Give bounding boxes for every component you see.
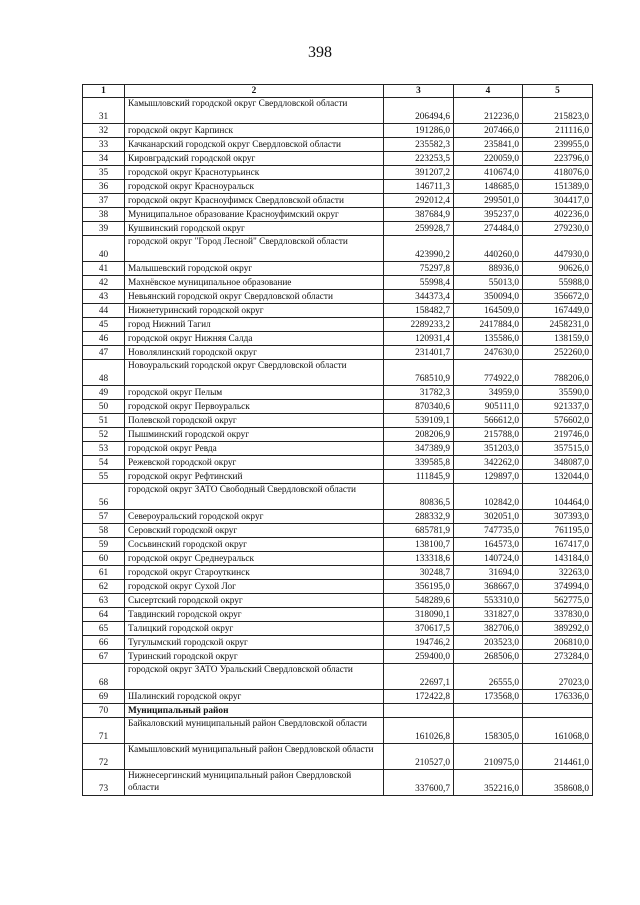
table-row (83, 262, 593, 276)
municipality-name: Кировградский городской округ (125, 152, 384, 166)
municipality-name: Шалинский городской округ (125, 690, 384, 704)
municipality-name: Муниципальный район (125, 704, 384, 718)
table-row (83, 538, 593, 552)
value-col-3 (384, 704, 454, 718)
table-row (83, 580, 593, 594)
table-row (83, 484, 593, 510)
municipality-name: городской округ Староуткинск (125, 566, 384, 580)
table-row (83, 428, 593, 442)
row-number: 73 (83, 770, 125, 796)
value-col-5: 576602,0 (523, 414, 593, 428)
row-number: 47 (83, 346, 125, 360)
value-col-5: 761195,0 (523, 524, 593, 538)
municipality-name: Туринский городской округ (125, 650, 384, 664)
table-row (83, 770, 593, 796)
value-col-4: 135586,0 (454, 332, 523, 346)
value-col-5: 389292,0 (523, 622, 593, 636)
row-number: 43 (83, 290, 125, 304)
table-row (83, 566, 593, 580)
row-number: 71 (83, 718, 125, 744)
value-col-4: 302051,0 (454, 510, 523, 524)
row-number: 65 (83, 622, 125, 636)
value-col-5: 167449,0 (523, 304, 593, 318)
value-col-4: 440260,0 (454, 236, 523, 262)
value-col-5: 348087,0 (523, 456, 593, 470)
value-col-4: 220059,0 (454, 152, 523, 166)
value-col-3: 870340,6 (384, 400, 454, 414)
value-col-3: 158482,7 (384, 304, 454, 318)
table-row (83, 552, 593, 566)
table-row (83, 360, 593, 386)
value-col-3: 133318,6 (384, 552, 454, 566)
row-number: 50 (83, 400, 125, 414)
municipality-name: Новолялинский городской округ (125, 346, 384, 360)
municipality-name: Байкаловский муниципальный район Свердловской области (125, 718, 384, 744)
value-col-5: 252260,0 (523, 346, 593, 360)
value-col-3: 370617,5 (384, 622, 454, 636)
value-col-4: 203523,0 (454, 636, 523, 650)
value-col-3: 194746,2 (384, 636, 454, 650)
value-col-5: 307393,0 (523, 510, 593, 524)
value-col-3: 80836,5 (384, 484, 454, 510)
value-col-4: 148685,0 (454, 180, 523, 194)
row-number: 72 (83, 744, 125, 770)
municipality-name: Полевской городской округ (125, 414, 384, 428)
municipality-name: Камышловский муниципальный район Свердловской области (125, 744, 384, 770)
row-number: 36 (83, 180, 125, 194)
value-col-4: 566612,0 (454, 414, 523, 428)
header-col-2: 2 (125, 85, 384, 98)
value-col-3: 423990,2 (384, 236, 454, 262)
value-col-5: 206810,0 (523, 636, 593, 650)
value-col-3: 356195,0 (384, 580, 454, 594)
municipality-name: Кушвинский городской округ (125, 222, 384, 236)
municipality-name: Сысертский городской округ (125, 594, 384, 608)
row-number: 31 (83, 98, 125, 124)
municipality-name: городской округ Красноуфимск Свердловской области (125, 194, 384, 208)
value-col-4: 102842,0 (454, 484, 523, 510)
value-col-4: 212236,0 (454, 98, 523, 124)
value-col-3: 208206,9 (384, 428, 454, 442)
table-row (83, 594, 593, 608)
value-col-3: 318090,1 (384, 608, 454, 622)
municipality-name: Тугулымский городской округ (125, 636, 384, 650)
row-number: 41 (83, 262, 125, 276)
table-row (83, 180, 593, 194)
table-row (83, 304, 593, 318)
table-row (83, 622, 593, 636)
table-row (83, 98, 593, 124)
value-col-4: 382706,0 (454, 622, 523, 636)
row-number: 67 (83, 650, 125, 664)
municipality-name: городской округ ЗАТО Уральский Свердловской области (125, 664, 384, 690)
table-row (83, 318, 593, 332)
value-col-4: 210975,0 (454, 744, 523, 770)
value-col-3: 146711,3 (384, 180, 454, 194)
value-col-4: 395237,0 (454, 208, 523, 222)
row-number: 55 (83, 470, 125, 484)
data-table (82, 84, 593, 796)
value-col-4 (454, 704, 523, 718)
municipality-name: городской округ "Город Лесной" Свердловской области (125, 236, 384, 262)
value-col-3: 768510,9 (384, 360, 454, 386)
row-number: 40 (83, 236, 125, 262)
row-number: 51 (83, 414, 125, 428)
row-number: 44 (83, 304, 125, 318)
table-row (83, 222, 593, 236)
value-col-5: 356672,0 (523, 290, 593, 304)
value-col-3: 161026,8 (384, 718, 454, 744)
value-col-4: 129897,0 (454, 470, 523, 484)
table-row (83, 208, 593, 222)
municipality-name: Новоуральский городской округ Свердловской области (125, 360, 384, 386)
value-col-5: 138159,0 (523, 332, 593, 346)
value-col-4: 31694,0 (454, 566, 523, 580)
value-col-5: 104464,0 (523, 484, 593, 510)
value-col-4: 368667,0 (454, 580, 523, 594)
value-col-3: 191286,0 (384, 124, 454, 138)
value-col-5: 562775,0 (523, 594, 593, 608)
row-number: 54 (83, 456, 125, 470)
value-col-3: 2289233,2 (384, 318, 454, 332)
value-col-3: 138100,7 (384, 538, 454, 552)
municipality-name: Североуральский городской округ (125, 510, 384, 524)
value-col-4: 342262,0 (454, 456, 523, 470)
row-number: 62 (83, 580, 125, 594)
value-col-3: 548289,6 (384, 594, 454, 608)
value-col-4: 26555,0 (454, 664, 523, 690)
value-col-3: 111845,9 (384, 470, 454, 484)
value-col-5: 32263,0 (523, 566, 593, 580)
value-col-5: 357515,0 (523, 442, 593, 456)
municipality-name: городской округ Нижняя Салда (125, 332, 384, 346)
header-col-1: 1 (83, 85, 125, 98)
table-row (83, 346, 593, 360)
value-col-5: 132044,0 (523, 470, 593, 484)
value-col-3: 55998,4 (384, 276, 454, 290)
row-number: 32 (83, 124, 125, 138)
municipality-name: городской округ Среднеуральск (125, 552, 384, 566)
row-number: 61 (83, 566, 125, 580)
value-col-4: 88936,0 (454, 262, 523, 276)
municipality-name: городской округ Красноуральск (125, 180, 384, 194)
value-col-3: 231401,7 (384, 346, 454, 360)
row-number: 49 (83, 386, 125, 400)
row-number: 37 (83, 194, 125, 208)
table-row (83, 510, 593, 524)
value-col-3: 387684,9 (384, 208, 454, 222)
value-col-4: 164573,0 (454, 538, 523, 552)
value-col-4: 352216,0 (454, 770, 523, 796)
value-col-3: 259400,0 (384, 650, 454, 664)
value-col-5: 143184,0 (523, 552, 593, 566)
value-col-5: 176336,0 (523, 690, 593, 704)
value-col-5: 418076,0 (523, 166, 593, 180)
value-col-4: 2417884,0 (454, 318, 523, 332)
row-number: 58 (83, 524, 125, 538)
municipality-name: Тавдинский городской округ (125, 608, 384, 622)
value-col-5 (523, 704, 593, 718)
municipality-name: городской округ Ревда (125, 442, 384, 456)
value-col-4: 207466,0 (454, 124, 523, 138)
table-row (83, 442, 593, 456)
row-number: 46 (83, 332, 125, 346)
value-col-5: 337830,0 (523, 608, 593, 622)
row-number: 56 (83, 484, 125, 510)
value-col-5: 215823,0 (523, 98, 593, 124)
table-row (83, 400, 593, 414)
municipality-name: Качканарский городской округ Свердловской области (125, 138, 384, 152)
value-col-5: 239955,0 (523, 138, 593, 152)
value-col-3: 30248,7 (384, 566, 454, 580)
table-row (83, 636, 593, 650)
row-number: 64 (83, 608, 125, 622)
value-col-5: 358608,0 (523, 770, 593, 796)
value-col-4: 351203,0 (454, 442, 523, 456)
value-col-5: 279230,0 (523, 222, 593, 236)
value-col-3: 288332,9 (384, 510, 454, 524)
value-col-3: 223253,5 (384, 152, 454, 166)
table-row (83, 718, 593, 744)
municipality-name: Сосьвинский городской округ (125, 538, 384, 552)
value-col-4: 215788,0 (454, 428, 523, 442)
table-row (83, 704, 593, 718)
table-row (83, 166, 593, 180)
value-col-5: 27023,0 (523, 664, 593, 690)
row-number: 68 (83, 664, 125, 690)
row-number: 57 (83, 510, 125, 524)
value-col-5: 223796,0 (523, 152, 593, 166)
value-col-4: 158305,0 (454, 718, 523, 744)
table-row (83, 608, 593, 622)
table-row (83, 276, 593, 290)
table-row (83, 138, 593, 152)
value-col-3: 337600,7 (384, 770, 454, 796)
value-col-4: 268506,0 (454, 650, 523, 664)
table-row (83, 456, 593, 470)
municipality-name: Нижнетуринский городской округ (125, 304, 384, 318)
table-row (83, 332, 593, 346)
row-number: 63 (83, 594, 125, 608)
value-col-4: 247630,0 (454, 346, 523, 360)
header-col-3: 3 (384, 85, 454, 98)
value-col-4: 905111,0 (454, 400, 523, 414)
municipality-name: Пышминский городской округ (125, 428, 384, 442)
row-number: 48 (83, 360, 125, 386)
row-number: 52 (83, 428, 125, 442)
value-col-3: 120931,4 (384, 332, 454, 346)
row-number: 34 (83, 152, 125, 166)
value-col-4: 140724,0 (454, 552, 523, 566)
page-number: 398 (308, 44, 332, 61)
table-row (83, 664, 593, 690)
row-number: 38 (83, 208, 125, 222)
value-col-5: 151389,0 (523, 180, 593, 194)
value-col-4: 553310,0 (454, 594, 523, 608)
header-col-5: 5 (523, 85, 593, 98)
municipality-name: город Нижний Тагил (125, 318, 384, 332)
value-col-3: 347389,9 (384, 442, 454, 456)
value-col-5: 788206,0 (523, 360, 593, 386)
value-col-4: 34959,0 (454, 386, 523, 400)
value-col-3: 259928,7 (384, 222, 454, 236)
value-col-5: 90626,0 (523, 262, 593, 276)
value-col-4: 55013,0 (454, 276, 523, 290)
municipality-name: городской округ Пелым (125, 386, 384, 400)
row-number: 59 (83, 538, 125, 552)
municipality-name: Невьянский городской округ Свердловской области (125, 290, 384, 304)
row-number: 39 (83, 222, 125, 236)
value-col-5: 167417,0 (523, 538, 593, 552)
value-col-4: 299501,0 (454, 194, 523, 208)
table-row (83, 690, 593, 704)
value-col-5: 55988,0 (523, 276, 593, 290)
value-col-4: 274484,0 (454, 222, 523, 236)
municipality-name: городской округ ЗАТО Свободный Свердловской области (125, 484, 384, 510)
table-row (83, 194, 593, 208)
value-col-5: 214461,0 (523, 744, 593, 770)
municipality-name: городской округ Карпинск (125, 124, 384, 138)
value-col-3: 339585,8 (384, 456, 454, 470)
municipality-name: Серовский городской округ (125, 524, 384, 538)
value-col-5: 402236,0 (523, 208, 593, 222)
value-col-4: 774922,0 (454, 360, 523, 386)
header-row (83, 85, 593, 98)
value-col-5: 35590,0 (523, 386, 593, 400)
municipality-name: Нижнесергинский муниципальный район Свердловской области (125, 770, 384, 796)
value-col-5: 219746,0 (523, 428, 593, 442)
municipality-name: Махнёвское муниципальное образование (125, 276, 384, 290)
table-row (83, 152, 593, 166)
value-col-4: 350094,0 (454, 290, 523, 304)
value-col-3: 344373,4 (384, 290, 454, 304)
value-col-3: 22697,1 (384, 664, 454, 690)
row-number: 53 (83, 442, 125, 456)
table-row (83, 414, 593, 428)
value-col-3: 172422,8 (384, 690, 454, 704)
value-col-3: 75297,8 (384, 262, 454, 276)
municipality-name: Малышевский городской округ (125, 262, 384, 276)
municipality-name: Муниципальное образование Красноуфимский округ (125, 208, 384, 222)
row-number: 66 (83, 636, 125, 650)
value-col-4: 331827,0 (454, 608, 523, 622)
table-row (83, 386, 593, 400)
municipality-name: городской округ Первоуральск (125, 400, 384, 414)
table-row (83, 650, 593, 664)
row-number: 45 (83, 318, 125, 332)
municipality-name: городской округ Рефтинский (125, 470, 384, 484)
value-col-3: 685781,9 (384, 524, 454, 538)
municipality-name: Режевской городской округ (125, 456, 384, 470)
table-row (83, 290, 593, 304)
value-col-5: 447930,0 (523, 236, 593, 262)
municipality-name: городской округ Сухой Лог (125, 580, 384, 594)
table-row (83, 524, 593, 538)
value-col-3: 206494,6 (384, 98, 454, 124)
value-col-5: 374994,0 (523, 580, 593, 594)
value-col-3: 210527,0 (384, 744, 454, 770)
table-row (83, 470, 593, 484)
value-col-5: 273284,0 (523, 650, 593, 664)
value-col-4: 747735,0 (454, 524, 523, 538)
value-col-4: 164509,0 (454, 304, 523, 318)
value-col-4: 235841,0 (454, 138, 523, 152)
row-number: 33 (83, 138, 125, 152)
row-number: 42 (83, 276, 125, 290)
value-col-3: 391207,2 (384, 166, 454, 180)
row-number: 60 (83, 552, 125, 566)
value-col-4: 410674,0 (454, 166, 523, 180)
value-col-3: 292012,4 (384, 194, 454, 208)
table-row (83, 744, 593, 770)
row-number: 70 (83, 704, 125, 718)
value-col-4: 173568,0 (454, 690, 523, 704)
value-col-5: 161068,0 (523, 718, 593, 744)
table-body (83, 98, 593, 796)
table-row (83, 124, 593, 138)
municipality-name: городской округ Краснотурьинск (125, 166, 384, 180)
value-col-3: 539109,1 (384, 414, 454, 428)
municipality-name: Талицкий городской округ (125, 622, 384, 636)
row-number: 35 (83, 166, 125, 180)
value-col-5: 304417,0 (523, 194, 593, 208)
value-col-5: 211116,0 (523, 124, 593, 138)
municipality-name: Камышловский городской округ Свердловской области (125, 98, 384, 124)
row-number: 69 (83, 690, 125, 704)
table-row (83, 236, 593, 262)
header-col-4: 4 (454, 85, 523, 98)
value-col-5: 2458231,0 (523, 318, 593, 332)
value-col-3: 31782,3 (384, 386, 454, 400)
value-col-3: 235582,3 (384, 138, 454, 152)
value-col-5: 921337,0 (523, 400, 593, 414)
